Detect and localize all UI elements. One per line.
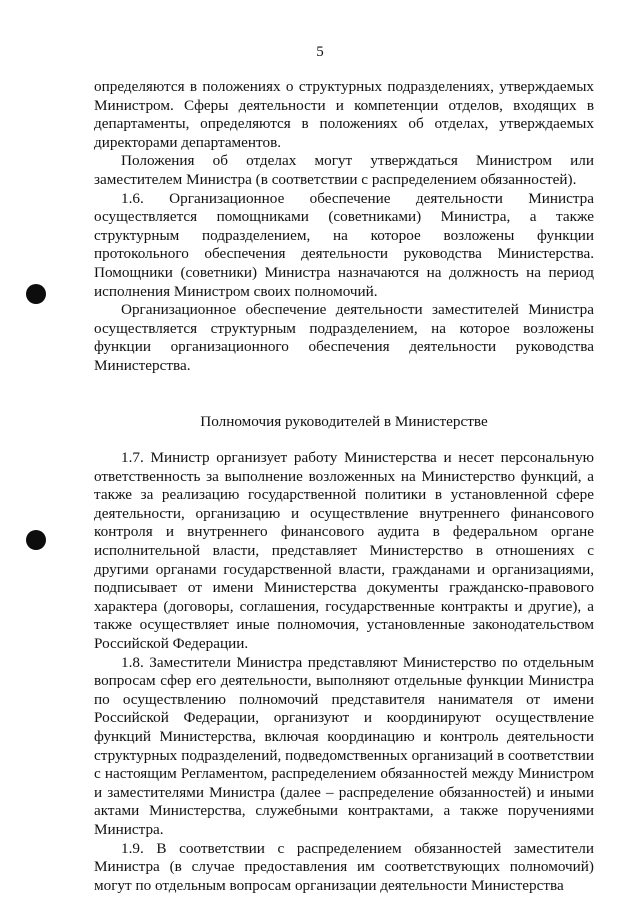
paragraph-1-8 [94,654,594,840]
clause-number-1-8: 1.8. [121,653,144,671]
clause-text-1-6: Организационное обеспечение деятельности Министра осуществляется помощниками (советниками) Министра, а также структурным подразделением, на которое возложены функции протокольного обеспечения деятельности руководства Министерства. Помощники (советники) Министра назначаются на должность на период исполнения Министром своих полномочий. [94,189,594,300]
paragraph-department-regulations: Положения об отделах могут утверждаться Министром или заместителем Министра (в соответствии с распределением обязанностей). [94,152,594,188]
paragraph-1-6 [94,190,594,302]
paragraph-1-7 [94,449,594,654]
paragraph-1-9 [94,840,594,896]
paragraph-deputy-support: Организационное обеспечение деятельности заместителей Министра осуществляется структурным подразделением, на которое возложены функции организационного обеспечения деятельности руководства Министерства. [94,301,594,374]
punch-hole-bottom [26,530,46,550]
paragraph-continuation: определяются в положениях о структурных подразделениях, утверждаемых Министром. Сферы деятельности и компетенции отделов, входящих в департаменты, определяются в положениях об отделах, утверждаемых директорами департаментов. [94,78,594,151]
section-heading: Полномочия руководителей в Министерстве [200,412,488,430]
punch-hole-top [26,284,46,304]
clause-text-1-8: Заместители Министра представляют Министерство по отдельным вопросам сфер его деятельности, выполняют отдельные функции Министра по осуществлению полномочий представителя нанимателя от имени Российской Федерации, организуют и координируют осуществление функций Министерства, включая координацию и контроль деятельности структурных подразделений, подведомственных организаций в соответствии с настоящим Регламентом, распределением обязанностей между Министром и заместителями Министра (далее – распределение обязанностей) и иными актами Министерства, служебными контрактами, а также поручениями Министра. [94,653,594,838]
clause-number-1-9: 1.9. [121,839,144,857]
clause-text-1-9: В соответствии с распределением обязанностей заместители Министра (в случае предоставления им соответствующих полномочий) могут по отдельным вопросам организации деятельности Министерства [94,839,595,894]
clause-text-1-7: Министр организует работу Министерства и несет персональную ответственность за выполнение возложенных на Министерство функций, а также за реализацию государственной политики в установленной сфере деятельности, организацию и осуществление внутреннего финансового контроля и внутреннего финансового аудита в федеральном органе исполнительной власти, представляет Министерство в отношениях с другими органами государственной власти, гражданами и организациями, подписывает от имени Министерства документы гражданско-правового характера (договоры, соглашения, государственные контракты и другие), а также осуществляет иные полномочия, установленные законодательством Российской Федерации. [94,449,595,653]
document-body [94,78,594,895]
page-number: 5 [316,44,324,60]
clause-number-1-6: 1.6. [121,189,144,207]
clause-number-1-7: 1.7. [121,449,144,467]
